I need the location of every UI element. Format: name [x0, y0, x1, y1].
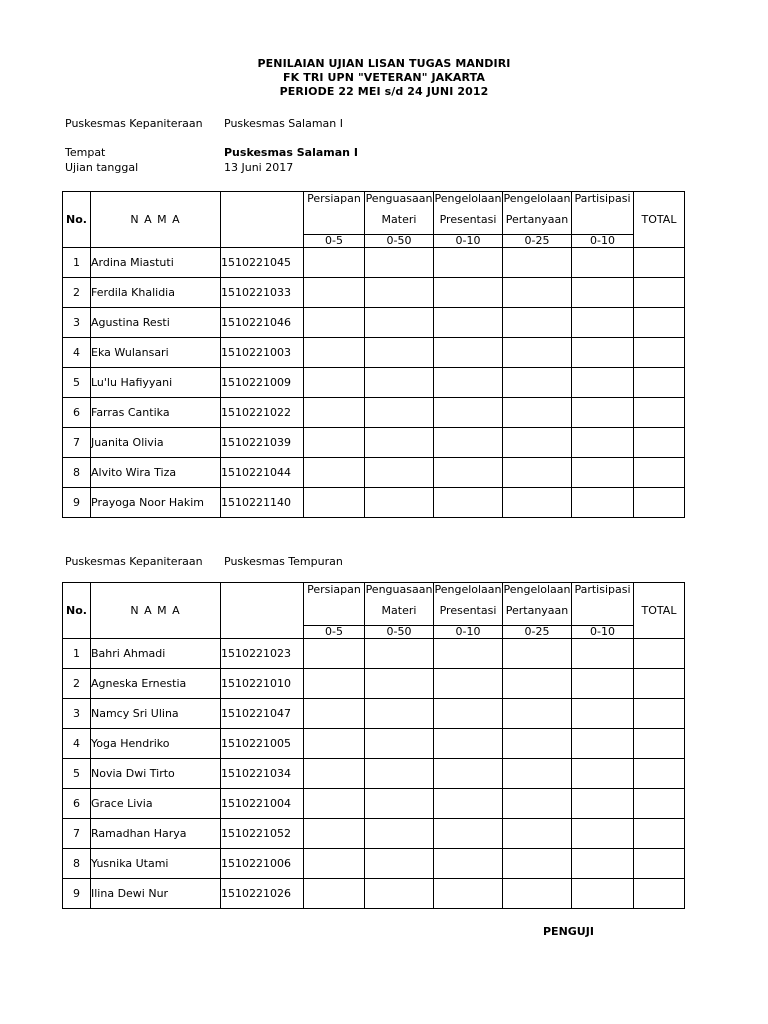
student-id: 1510221004 [221, 789, 304, 819]
table-row [63, 639, 685, 669]
score-table-2 [62, 582, 685, 909]
score-cell[interactable] [572, 669, 634, 699]
student-name: Farras Cantika [91, 398, 221, 428]
student-name: Lu'lu Hafiyyani [91, 368, 221, 398]
student-id: 1510221006 [221, 849, 304, 879]
score-cell[interactable] [434, 669, 503, 699]
student-name: Juanita Olivia [91, 428, 221, 458]
header-row [63, 583, 685, 626]
score-cell[interactable] [572, 458, 634, 488]
col-header-id [221, 192, 304, 248]
table-row [63, 308, 685, 338]
student-name: Ramadhan Harya [91, 819, 221, 849]
score-cell[interactable] [503, 398, 572, 428]
table-row [63, 248, 685, 278]
student-id: 1510221033 [221, 278, 304, 308]
row-number: 1 [63, 248, 91, 278]
row-number: 7 [63, 819, 91, 849]
score-cell[interactable] [503, 669, 572, 699]
score-cell[interactable] [304, 819, 365, 849]
score-cell[interactable] [434, 699, 503, 729]
score-cell[interactable] [434, 368, 503, 398]
score-cell[interactable] [434, 398, 503, 428]
score-cell[interactable] [365, 398, 434, 428]
score-cell[interactable] [434, 458, 503, 488]
score-cell[interactable] [503, 428, 572, 458]
score-cell[interactable] [572, 398, 634, 428]
table-row [63, 428, 685, 458]
score-cell[interactable] [434, 879, 503, 909]
score-cell[interactable] [572, 789, 634, 819]
score-cell[interactable] [304, 759, 365, 789]
col-header-id [221, 583, 304, 639]
score-cell[interactable] [572, 308, 634, 338]
criteria-title-line1: Partisipasi [574, 192, 631, 205]
score-cell[interactable] [304, 428, 365, 458]
score-cell[interactable] [503, 819, 572, 849]
score-cell[interactable] [572, 819, 634, 849]
score-cell[interactable] [365, 338, 434, 368]
criteria-title-line1: Penguasaan [365, 583, 433, 596]
score-cell[interactable] [365, 759, 434, 789]
table-row [63, 458, 685, 488]
score-cell[interactable] [434, 308, 503, 338]
student-id: 1510221045 [221, 248, 304, 278]
score-cell[interactable] [572, 428, 634, 458]
score-cell[interactable] [365, 428, 434, 458]
puskesmas-value: Puskesmas Salaman I [224, 117, 343, 130]
col-header-criteria [572, 192, 634, 235]
col-header-criteria [503, 583, 572, 626]
score-cell[interactable] [365, 488, 434, 518]
criteria-title-line1: Pengelolaan [503, 192, 571, 205]
score-cell[interactable] [503, 338, 572, 368]
score-cell[interactable] [503, 729, 572, 759]
table-row [63, 819, 685, 849]
row-number: 6 [63, 789, 91, 819]
criteria-range: 0-50 [365, 626, 434, 639]
score-cell[interactable] [434, 789, 503, 819]
criteria-title-line2: Materi [381, 213, 417, 226]
score-cell[interactable] [434, 428, 503, 458]
tempat-value: Puskesmas Salaman I [224, 146, 358, 159]
col-header-criteria [434, 192, 503, 235]
score-cell[interactable] [572, 639, 634, 669]
student-id: 1510221044 [221, 458, 304, 488]
score-cell[interactable] [365, 308, 434, 338]
table-row [63, 789, 685, 819]
col-header-criteria [365, 583, 434, 626]
score-cell[interactable] [634, 368, 685, 398]
col-header-criteria [304, 192, 365, 235]
row-number: 5 [63, 368, 91, 398]
criteria-title-line1: Pengelolaan [503, 583, 571, 596]
score-cell[interactable] [304, 849, 365, 879]
row-number: 2 [63, 278, 91, 308]
score-cell[interactable] [634, 338, 685, 368]
score-cell[interactable] [304, 669, 365, 699]
col-header-criteria [434, 583, 503, 626]
score-cell[interactable] [503, 789, 572, 819]
col-header-criteria [365, 192, 434, 235]
doc-title-line-2: FK TRI UPN "VETERAN" JAKARTA [283, 71, 485, 84]
score-cell[interactable] [634, 428, 685, 458]
table-row [63, 278, 685, 308]
table-row [63, 368, 685, 398]
student-name: Alvito Wira Tiza [91, 458, 221, 488]
student-name: Agneska Ernestia [91, 669, 221, 699]
score-cell[interactable] [365, 669, 434, 699]
score-cell[interactable] [634, 729, 685, 759]
student-id: 1510221047 [221, 699, 304, 729]
criteria-title-line1: Persiapan [307, 583, 361, 596]
row-number: 5 [63, 759, 91, 789]
score-cell[interactable] [365, 849, 434, 879]
table-row [63, 759, 685, 789]
row-number: 1 [63, 639, 91, 669]
score-cell[interactable] [572, 338, 634, 368]
col-header-no: No. [63, 192, 91, 248]
row-number: 9 [63, 879, 91, 909]
score-cell[interactable] [634, 759, 685, 789]
puskesmas-value-2: Puskesmas Tempuran [224, 555, 343, 568]
student-id: 1510221005 [221, 729, 304, 759]
doc-title-line-3: PERIODE 22 MEI s/d 24 JUNI 2012 [279, 85, 489, 98]
score-cell[interactable] [634, 639, 685, 669]
header-row [63, 192, 685, 235]
score-cell[interactable] [304, 368, 365, 398]
tempat-label: Tempat [65, 146, 106, 159]
student-name: Ferdila Khalidia [91, 278, 221, 308]
score-cell[interactable] [634, 819, 685, 849]
score-cell[interactable] [503, 248, 572, 278]
criteria-title-line1: Penguasaan [365, 192, 433, 205]
student-id: 1510221022 [221, 398, 304, 428]
puskesmas-label: Puskesmas Kepaniteraan [65, 117, 203, 130]
criteria-range: 0-10 [434, 235, 503, 248]
score-cell[interactable] [365, 278, 434, 308]
col-header-criteria [572, 583, 634, 626]
score-cell[interactable] [634, 699, 685, 729]
score-cell[interactable] [503, 278, 572, 308]
score-cell[interactable] [572, 278, 634, 308]
score-cell[interactable] [572, 488, 634, 518]
row-number: 6 [63, 398, 91, 428]
score-cell[interactable] [365, 458, 434, 488]
score-cell[interactable] [503, 759, 572, 789]
criteria-range: 0-25 [503, 626, 572, 639]
score-cell[interactable] [434, 819, 503, 849]
score-cell[interactable] [434, 248, 503, 278]
score-cell[interactable] [503, 849, 572, 879]
score-cell[interactable] [434, 729, 503, 759]
score-cell[interactable] [572, 759, 634, 789]
score-cell[interactable] [365, 789, 434, 819]
score-cell[interactable] [304, 879, 365, 909]
score-cell[interactable] [365, 879, 434, 909]
table-row [63, 398, 685, 428]
table-row [63, 699, 685, 729]
row-number: 7 [63, 428, 91, 458]
score-cell[interactable] [503, 639, 572, 669]
col-header-total: TOTAL [634, 583, 685, 639]
score-cell[interactable] [365, 699, 434, 729]
score-cell[interactable] [434, 278, 503, 308]
score-table-1 [62, 191, 685, 518]
row-number: 4 [63, 729, 91, 759]
student-id: 1510221023 [221, 639, 304, 669]
criteria-range: 0-5 [304, 235, 365, 248]
criteria-range: 0-25 [503, 235, 572, 248]
student-id: 1510221026 [221, 879, 304, 909]
score-cell[interactable] [365, 368, 434, 398]
criteria-range: 0-5 [304, 626, 365, 639]
score-cell[interactable] [304, 699, 365, 729]
col-header-nama: N A M A [91, 583, 221, 639]
student-name: Prayoga Noor Hakim [91, 488, 221, 518]
row-number: 3 [63, 699, 91, 729]
student-name: Bahri Ahmadi [91, 639, 221, 669]
criteria-title-line2: Pertanyaan [505, 213, 569, 226]
table-row [63, 669, 685, 699]
col-header-total: TOTAL [634, 192, 685, 248]
student-name: Agustina Resti [91, 308, 221, 338]
criteria-title-line1: Persiapan [307, 192, 361, 205]
score-cell[interactable] [634, 248, 685, 278]
score-cell[interactable] [304, 729, 365, 759]
student-name: Ilina Dewi Nur [91, 879, 221, 909]
score-cell[interactable] [434, 849, 503, 879]
student-name: Novia Dwi Tirto [91, 759, 221, 789]
criteria-range: 0-50 [365, 235, 434, 248]
col-header-criteria [503, 192, 572, 235]
score-cell[interactable] [572, 699, 634, 729]
doc-title-line-1: PENILAIAN UJIAN LISAN TUGAS MANDIRI [257, 57, 511, 70]
table-row [63, 338, 685, 368]
penguji-label: PENGUJI [543, 925, 594, 938]
criteria-title-line2: Pertanyaan [505, 604, 569, 617]
score-cell[interactable] [572, 879, 634, 909]
score-cell[interactable] [434, 488, 503, 518]
score-cell[interactable] [304, 278, 365, 308]
score-cell[interactable] [304, 789, 365, 819]
row-number: 9 [63, 488, 91, 518]
student-name: Grace Livia [91, 789, 221, 819]
score-cell[interactable] [503, 879, 572, 909]
score-cell[interactable] [365, 639, 434, 669]
student-name: Namcy Sri Ulina [91, 699, 221, 729]
student-id: 1510221034 [221, 759, 304, 789]
score-cell[interactable] [365, 248, 434, 278]
score-cell[interactable] [634, 458, 685, 488]
score-cell[interactable] [304, 639, 365, 669]
row-number: 8 [63, 849, 91, 879]
tanggal-value: 13 Juni 2017 [224, 161, 294, 174]
score-cell[interactable] [503, 699, 572, 729]
student-name: Yoga Hendriko [91, 729, 221, 759]
score-cell[interactable] [634, 278, 685, 308]
criteria-title-line1: Pengelolaan [434, 583, 502, 596]
criteria-title-line2: Presentasi [439, 213, 497, 226]
table-row [63, 879, 685, 909]
student-id: 1510221046 [221, 308, 304, 338]
student-id: 1510221140 [221, 488, 304, 518]
criteria-range: 0-10 [434, 626, 503, 639]
student-id: 1510221052 [221, 819, 304, 849]
score-cell[interactable] [434, 338, 503, 368]
score-cell[interactable] [634, 488, 685, 518]
score-cell[interactable] [503, 458, 572, 488]
score-cell[interactable] [634, 669, 685, 699]
score-cell[interactable] [503, 368, 572, 398]
student-id: 1510221010 [221, 669, 304, 699]
row-number: 8 [63, 458, 91, 488]
score-cell[interactable] [365, 819, 434, 849]
score-cell[interactable] [434, 639, 503, 669]
score-cell[interactable] [634, 879, 685, 909]
score-cell[interactable] [304, 308, 365, 338]
student-name: Ardina Miastuti [91, 248, 221, 278]
student-name: Yusnika Utami [91, 849, 221, 879]
score-cell[interactable] [304, 398, 365, 428]
criteria-title-line2: Materi [381, 604, 417, 617]
row-number: 2 [63, 669, 91, 699]
student-id: 1510221003 [221, 338, 304, 368]
table-row [63, 488, 685, 518]
score-cell[interactable] [304, 338, 365, 368]
criteria-title-line2: Presentasi [439, 604, 497, 617]
score-cell[interactable] [503, 308, 572, 338]
score-cell[interactable] [634, 789, 685, 819]
col-header-criteria [304, 583, 365, 626]
score-cell[interactable] [572, 368, 634, 398]
col-header-no: No. [63, 583, 91, 639]
score-cell[interactable] [572, 248, 634, 278]
puskesmas-label-2: Puskesmas Kepaniteraan [65, 555, 203, 568]
student-id: 1510221039 [221, 428, 304, 458]
criteria-range: 0-10 [572, 626, 634, 639]
row-number: 3 [63, 308, 91, 338]
student-name: Eka Wulansari [91, 338, 221, 368]
criteria-title-line1: Pengelolaan [434, 192, 502, 205]
tanggal-label: Ujian tanggal [65, 161, 139, 174]
score-cell[interactable] [434, 759, 503, 789]
score-cell[interactable] [365, 729, 434, 759]
table-row [63, 849, 685, 879]
score-cell[interactable] [634, 308, 685, 338]
score-cell[interactable] [572, 729, 634, 759]
score-cell[interactable] [634, 398, 685, 428]
score-cell[interactable] [304, 248, 365, 278]
score-cell[interactable] [503, 488, 572, 518]
criteria-range: 0-10 [572, 235, 634, 248]
score-cell[interactable] [304, 488, 365, 518]
score-cell[interactable] [634, 849, 685, 879]
criteria-title-line1: Partisipasi [574, 583, 631, 596]
score-cell[interactable] [572, 849, 634, 879]
col-header-nama: N A M A [91, 192, 221, 248]
student-id: 1510221009 [221, 368, 304, 398]
score-cell[interactable] [304, 458, 365, 488]
row-number: 4 [63, 338, 91, 368]
table-row [63, 729, 685, 759]
